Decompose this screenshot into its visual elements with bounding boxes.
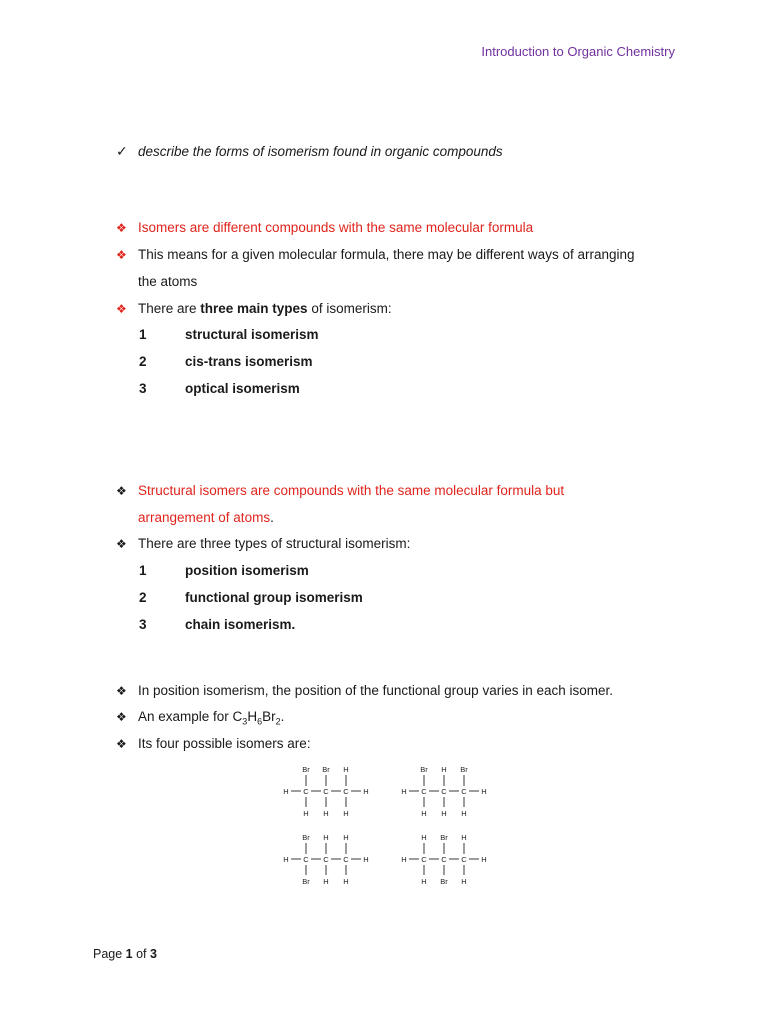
list-label: position isomerism (185, 563, 309, 578)
list-label: functional group isomerism (185, 590, 363, 605)
list-number: 3 (139, 381, 147, 396)
bullet-four-isomers (116, 736, 311, 751)
bullet-text-end: . (270, 510, 274, 525)
formula-end: . (280, 709, 285, 724)
list-item (139, 563, 309, 578)
bullet-continuation: the atoms (138, 274, 198, 289)
atom-label: H (401, 855, 407, 864)
atom-label: C (441, 787, 447, 796)
footer-mid: of (132, 947, 150, 961)
footer-pre: Page (93, 947, 126, 961)
atom-label: Br (440, 877, 448, 886)
bullet-structural-types (116, 536, 410, 551)
formula-pre: An example for C (138, 709, 243, 724)
atom-label: H (323, 809, 329, 818)
diamond-bullet-icon: ❖ (116, 484, 127, 498)
list-label: chain isomerism. (185, 617, 296, 632)
bullet-molecular-formula (116, 247, 635, 262)
formula-sub: 3 (242, 716, 248, 727)
list-item (139, 590, 363, 605)
atom-label: Br (302, 765, 310, 774)
bullet-three-types (116, 301, 392, 316)
atom-label: H (343, 833, 349, 842)
atom-label: Br (302, 877, 310, 886)
atom-label: C (421, 855, 427, 864)
atom-label: H (481, 855, 487, 864)
isomer-svg (401, 830, 501, 894)
bullet-structural-isomers (116, 483, 564, 498)
atom-label: H (283, 787, 289, 796)
isomer-structure (283, 762, 383, 829)
bullet-text: There are three types of structural isomerism: (138, 536, 411, 551)
check-icon: ✓ (116, 143, 128, 159)
atom-label: C (343, 855, 349, 864)
atom-label: H (441, 765, 447, 774)
formula-sub: 6 (257, 716, 263, 727)
bullet-position-isomerism (116, 683, 613, 698)
list-item (139, 327, 319, 342)
atom-label: H (481, 787, 487, 796)
atom-label: H (421, 809, 427, 818)
header-title: Introduction to Organic Chemistry (481, 44, 675, 59)
objective-text: describe the forms of isomerism found in organic compounds (138, 144, 503, 159)
bullet-text-bold: three main types (200, 301, 308, 316)
bullet-text-red: arrangement of atoms (138, 510, 271, 525)
bullet-text: Structural isomers are compounds with the same molecular formula but (138, 483, 565, 498)
atom-label: C (303, 855, 309, 864)
diamond-bullet-icon: ❖ (116, 248, 127, 262)
diamond-bullet-icon: ❖ (116, 737, 127, 751)
atom-label: H (303, 809, 309, 818)
list-label: optical isomerism (185, 381, 300, 396)
isomer-structure (401, 830, 501, 897)
bullet-text: Isomers are different compounds with the same molecular formula (138, 220, 534, 235)
atom-label: C (441, 855, 447, 864)
atom-label: Br (460, 765, 468, 774)
atom-label: H (343, 809, 349, 818)
isomer-svg (401, 762, 501, 826)
atom-label: H (461, 809, 467, 818)
atom-label: Br (322, 765, 330, 774)
footer-total: 3 (150, 947, 157, 961)
diamond-bullet-icon: ❖ (116, 537, 127, 551)
list-label: structural isomerism (185, 327, 319, 342)
formula-sub: 2 (275, 716, 281, 727)
atom-label: C (323, 855, 329, 864)
page-footer (93, 947, 157, 961)
atom-label: H (323, 877, 329, 886)
objective-row (116, 143, 503, 160)
bullet-text-post: of isomerism: (307, 301, 392, 316)
list-item (139, 617, 295, 632)
list-label: cis-trans isomerism (185, 354, 313, 369)
list-number: 1 (139, 327, 147, 342)
list-item (139, 354, 313, 369)
atom-label: H (461, 877, 467, 886)
atom-label: C (323, 787, 329, 796)
atom-label: H (323, 833, 329, 842)
list-number: 3 (139, 617, 147, 632)
atom-label: H (461, 833, 467, 842)
diamond-bullet-icon: ❖ (116, 710, 127, 724)
atom-label: C (461, 855, 467, 864)
bullet-example-formula (116, 709, 284, 727)
atom-label: Br (302, 833, 310, 842)
diamond-bullet-icon: ❖ (116, 684, 127, 698)
atom-label: C (343, 787, 349, 796)
bullet-isomers-definition (116, 220, 533, 235)
atom-label: H (421, 877, 427, 886)
isomer-svg (283, 762, 383, 826)
formula-h: H (247, 709, 258, 724)
isomer-structure (401, 762, 501, 829)
atom-label: H (363, 787, 369, 796)
atom-label: Br (420, 765, 428, 774)
diamond-bullet-icon: ❖ (116, 221, 127, 235)
atom-label: H (283, 855, 289, 864)
list-number: 2 (139, 354, 147, 369)
atom-label: H (363, 855, 369, 864)
list-item (139, 381, 300, 396)
diamond-bullet-icon: ❖ (116, 302, 127, 316)
bullet-text: In position isomerism, the position of the functional group varies in each isomer. (138, 683, 613, 698)
atom-label: C (421, 787, 427, 796)
bullet-text: This means for a given molecular formula, there may be different ways of arranging (138, 247, 635, 262)
atom-label: H (401, 787, 407, 796)
list-number: 1 (139, 563, 147, 578)
atom-label: H (421, 833, 427, 842)
footer-page: 1 (125, 947, 133, 961)
atom-label: H (343, 765, 349, 774)
list-number: 2 (139, 590, 147, 605)
isomer-structure (283, 830, 383, 897)
atom-label: Br (440, 833, 448, 842)
atom-label: C (303, 787, 309, 796)
bullet-continuation (138, 510, 274, 525)
bullet-text: Its four possible isomers are: (138, 736, 311, 751)
isomer-svg (283, 830, 383, 894)
bullet-text-pre: There are (138, 301, 201, 316)
atom-label: H (441, 809, 447, 818)
formula-br: Br (262, 709, 276, 724)
atom-label: H (343, 877, 349, 886)
atom-label: C (461, 787, 467, 796)
